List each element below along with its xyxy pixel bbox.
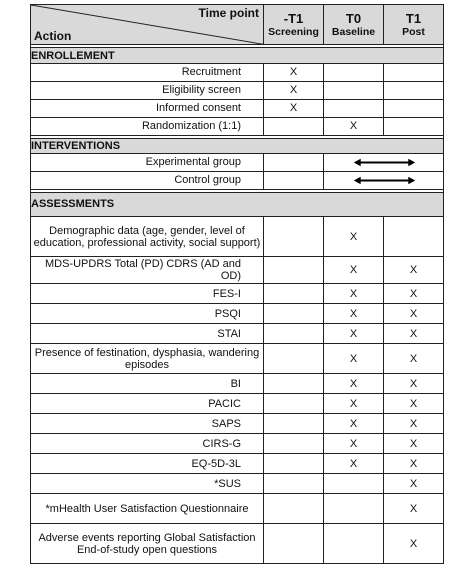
header-row (31, 5, 444, 45)
mark-cell (264, 324, 324, 344)
mark-cell: X (384, 284, 444, 304)
mark-cell: X (324, 217, 384, 257)
timepoint-sub: Screening (268, 26, 319, 39)
section-interventions (31, 138, 444, 153)
schedule-table (30, 4, 444, 564)
table-row (31, 524, 444, 564)
table-row (31, 117, 444, 135)
mark-cell (324, 63, 384, 81)
table-row (31, 153, 444, 171)
mark-cell (324, 474, 384, 494)
intervention-span-cell (324, 171, 444, 189)
mark-cell: X (324, 324, 384, 344)
mark-cell (264, 257, 324, 284)
mark-cell: X (384, 494, 444, 524)
mark-cell (264, 414, 324, 434)
mark-cell (264, 374, 324, 394)
row-label: PSQI (31, 304, 264, 324)
mark-cell (324, 99, 384, 117)
intervention-span-cell (324, 153, 444, 171)
row-label: Experimental group (31, 153, 264, 171)
mark-cell: X (324, 257, 384, 284)
table-row (31, 344, 444, 374)
row-label: Presence of festination, dysphasia, wandering episodes (31, 344, 264, 374)
section-enrollment (31, 48, 444, 64)
timepoint-code: T0 (345, 11, 362, 27)
timepoint-sub: Post (402, 26, 425, 39)
row-label: Randomization (1:1) (31, 117, 264, 135)
mark-cell (264, 474, 324, 494)
table-row (31, 434, 444, 454)
mark-cell (264, 434, 324, 454)
row-label: Demographic data (age, gender, level of education, professional activity, social support) (31, 217, 264, 257)
table-row (31, 494, 444, 524)
mark-cell: X (324, 454, 384, 474)
timepoint-code: -T1 (283, 11, 304, 27)
row-label: BI (31, 374, 264, 394)
table-row (31, 374, 444, 394)
table-row (31, 284, 444, 304)
mark-cell: X (324, 374, 384, 394)
row-label: Recruitment (31, 63, 264, 81)
table-row (31, 63, 444, 81)
mark-cell (324, 494, 384, 524)
mark-cell (384, 117, 444, 135)
mark-cell (264, 217, 324, 257)
table-row (31, 257, 444, 284)
section-assessments (31, 192, 444, 216)
row-label: MDS-UPDRS Total (PD) CDRS (AD and OD) (31, 257, 264, 284)
row-label: SAPS (31, 414, 264, 434)
mark-cell (384, 99, 444, 117)
mark-cell: X (324, 304, 384, 324)
mark-cell: X (264, 81, 324, 99)
mark-cell: X (324, 117, 384, 135)
time-point-label: Time point (198, 6, 259, 20)
action-label: Action (34, 29, 72, 44)
mark-cell (264, 153, 324, 171)
double-arrow-icon (324, 172, 443, 189)
mark-cell: X (324, 344, 384, 374)
section-title: ASSESSMENTS (31, 192, 444, 216)
table-row (31, 414, 444, 434)
table-row (31, 324, 444, 344)
header-corner (31, 5, 264, 45)
table-row (31, 99, 444, 117)
mark-cell (324, 524, 384, 564)
mark-cell: X (264, 99, 324, 117)
row-label: PACIC (31, 394, 264, 414)
mark-cell (264, 454, 324, 474)
mark-cell: X (384, 374, 444, 394)
table-row (31, 304, 444, 324)
mark-cell: X (384, 304, 444, 324)
mark-cell (264, 284, 324, 304)
table-row (31, 217, 444, 257)
row-label: Adverse events reporting Global Satisfaction End-of-study open questions (31, 524, 264, 564)
mark-cell (264, 394, 324, 414)
mark-cell: X (324, 434, 384, 454)
double-arrow-icon (324, 154, 443, 171)
timepoint-header-baseline (324, 5, 384, 45)
section-title: ENROLLEMENT (31, 48, 444, 64)
table-row (31, 394, 444, 414)
mark-cell: X (384, 324, 444, 344)
mark-cell: X (384, 414, 444, 434)
row-label: Control group (31, 171, 264, 189)
row-label: FES-I (31, 284, 264, 304)
mark-cell: X (324, 414, 384, 434)
mark-cell: X (384, 454, 444, 474)
timepoint-header-screening (264, 5, 324, 45)
row-label: EQ-5D-3L (31, 454, 264, 474)
section-title: INTERVENTIONS (31, 138, 444, 153)
timepoint-header-post (384, 5, 444, 45)
mark-cell (264, 344, 324, 374)
table-row (31, 81, 444, 99)
timepoint-code: T1 (405, 11, 422, 27)
row-label: Informed consent (31, 99, 264, 117)
mark-cell: X (384, 524, 444, 564)
mark-cell (264, 304, 324, 324)
mark-cell: X (264, 63, 324, 81)
mark-cell: X (384, 394, 444, 414)
row-label: *SUS (31, 474, 264, 494)
mark-cell: X (384, 257, 444, 284)
timepoint-sub: Baseline (331, 26, 376, 39)
mark-cell: X (384, 344, 444, 374)
table-row (31, 454, 444, 474)
table-row (31, 474, 444, 494)
mark-cell (264, 494, 324, 524)
mark-cell (264, 117, 324, 135)
mark-cell: X (384, 474, 444, 494)
row-label: Eligibility screen (31, 81, 264, 99)
mark-cell (324, 81, 384, 99)
mark-cell (384, 217, 444, 257)
row-label: CIRS-G (31, 434, 264, 454)
row-label: STAI (31, 324, 264, 344)
mark-cell (384, 81, 444, 99)
mark-cell (264, 171, 324, 189)
mark-cell: X (384, 434, 444, 454)
table-row (31, 171, 444, 189)
mark-cell: X (324, 284, 384, 304)
mark-cell: X (324, 394, 384, 414)
mark-cell (264, 524, 324, 564)
row-label: *mHealth User Satisfaction Questionnaire (31, 494, 264, 524)
mark-cell (384, 63, 444, 81)
